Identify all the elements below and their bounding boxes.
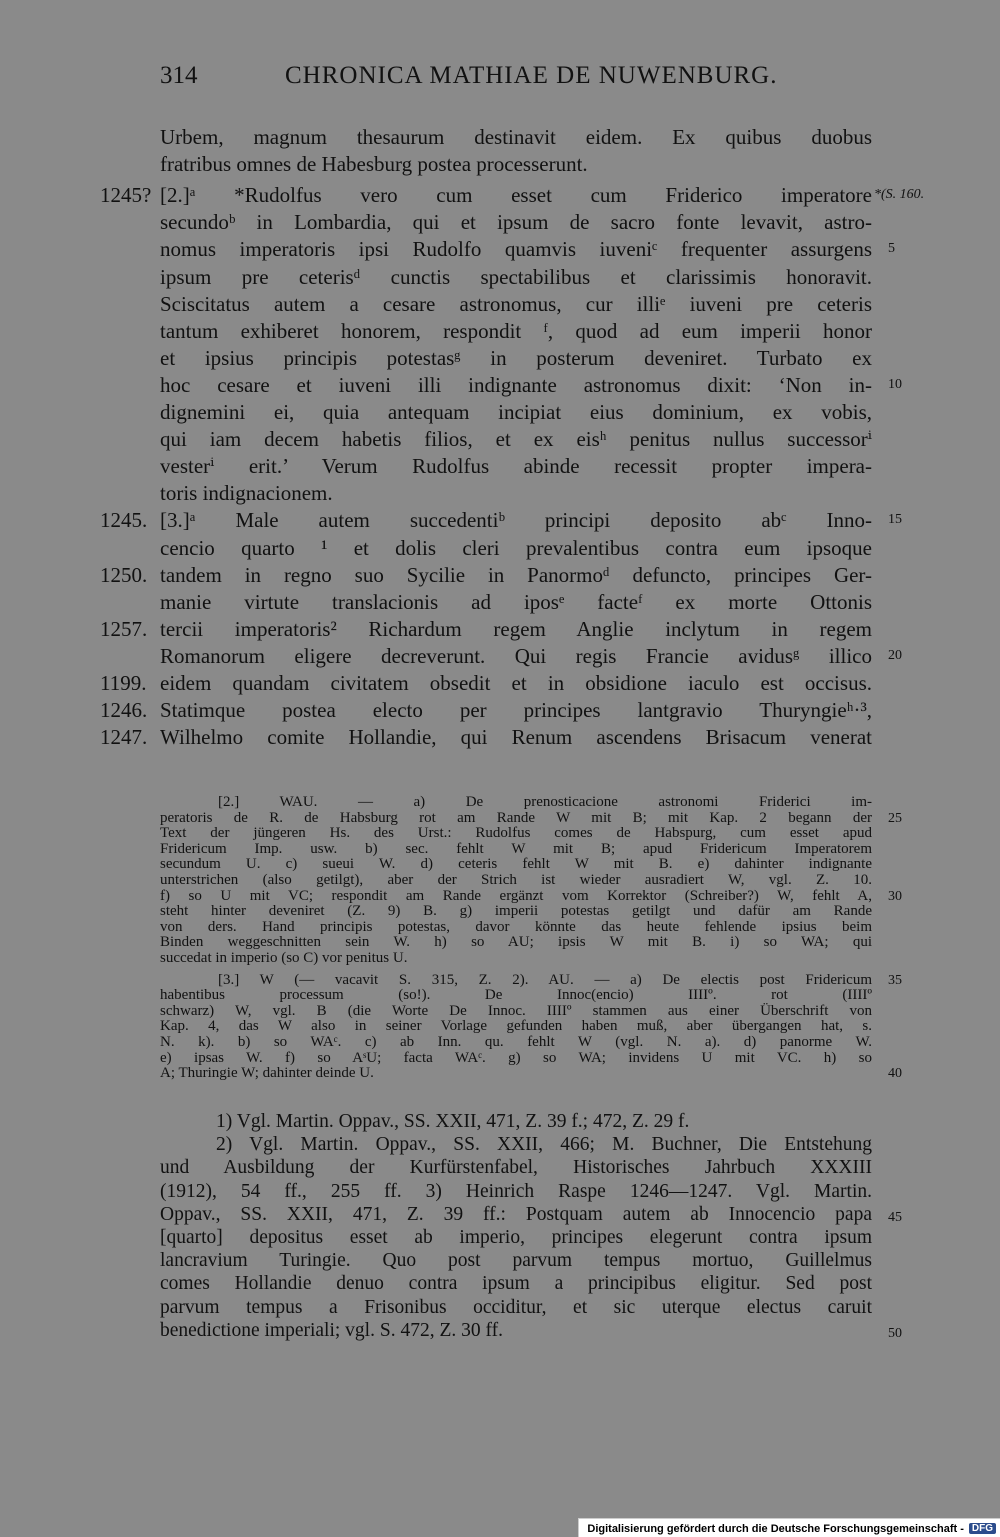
apparatus-line: Kap. 4, das W also in seiner Vorlage gefunden haben muß, aber übergangen hat, s. xyxy=(160,1018,872,1035)
line-number: 30 xyxy=(888,888,902,904)
apparatus-line: succedat in imperio (so C) vor penitus U. xyxy=(160,950,408,966)
apparatus-line: von ders. Hand principis potestas, davor könnte das heute fehlende ipsius beim xyxy=(160,918,872,935)
text-line: hoc cesare et iuveni illi indignante astronomus dixit: ‘Non in- xyxy=(160,372,872,397)
line-number: 20 xyxy=(888,647,902,663)
apparatus-line: schwarz) W, vgl. B (die Worte De Innoc. IIIIº stammen aus einer Überschrift von xyxy=(160,1002,872,1019)
line-number: 40 xyxy=(888,1066,902,1082)
apparatus-line: Fridericum Imp. usw. b) sec. fehlt W mit B; apud Fridericum Imperatorem xyxy=(160,840,872,857)
text-line: secundoᵇ in Lombardia, qui et ipsum de sacro fonte levavit, astro- xyxy=(160,210,872,235)
apparatus-line: A; Thuringie W; dahinter deinde U. xyxy=(160,1065,374,1082)
text-line: Urbem, magnum thesaurum destinavit eidem. Ex quibus duobus xyxy=(160,125,872,149)
footnote-line: und Ausbildung der Kurfürstenfabel, Historisches Jahrbuch XXXIII xyxy=(160,1157,872,1179)
footnote-line: 1) Vgl. Martin. Oppav., SS. XXII, 471, Z. 39 f.; 472, Z. 29 f. xyxy=(216,1111,690,1132)
apparatus-line: e) ipsas W. f) so AˢU; facta WAᶜ. g) so WA; invidens U mit VC. h) so xyxy=(160,1049,872,1066)
margin-date: 1245. xyxy=(100,508,148,533)
line-number: 50 xyxy=(888,1325,902,1341)
apparatus-line: habentibus processum (so!). De Innoc(encio) IIIIº. rot (IIIIº xyxy=(160,987,872,1004)
text-line: dignemini ei, quia antequam incipiat eius dominium, ex vobis, xyxy=(160,400,872,424)
text-line: [3.]ᵃ Male autem succedentiᵇ principi deposito abᶜ Inno- xyxy=(160,508,872,533)
text-line: et ipsius principis potestasᵍ in posterum deveniret. Turbato ex xyxy=(160,345,872,370)
dfg-logo-icon: DFG xyxy=(969,1523,996,1534)
line-number: 45 xyxy=(888,1209,902,1225)
dfg-footer xyxy=(578,1518,1000,1537)
apparatus-line: Text der jüngeren Hs. des Urst.: Rudolfus comes de Habspurg, cum esset apud xyxy=(160,825,872,842)
text-line: nomus imperatoris ipsi Rudolfo quamvis iuveniᶜ frequenter assurgens xyxy=(160,237,872,262)
text-line: fratribus omnes de Habesburg postea processerunt. xyxy=(160,152,588,177)
line-number: 35 xyxy=(888,972,902,988)
line-number: 10 xyxy=(888,376,902,392)
page-header xyxy=(160,62,872,102)
text-line: tantum exhiberet honorem, respondit ᶠ, quod ad eum imperii honor xyxy=(160,318,872,343)
page-number: 314 xyxy=(160,62,198,89)
text-line: ipsum pre ceterisᵈ cunctis spectabilibus et clarissimis honoravit. xyxy=(160,264,872,289)
marginal-page-ref: *(S. 160. xyxy=(874,187,925,203)
apparatus-line: N. k). b) so WAᶜ. c) ab Inn. qu. fehlt W (vgl. N. a). d) panorme W. xyxy=(160,1034,872,1050)
text-line: Wilhelmo comite Hollandie, qui Renum ascendens Brisacum venerat xyxy=(160,725,872,750)
text-line: qui iam decem habetis filios, et ex eisʰ penitus nullus successorⁱ xyxy=(160,427,872,452)
text-line: manie virtute translacionis ad iposᵉ facteᶠ ex morte Ottonis xyxy=(160,589,872,614)
margin-date: 1247. xyxy=(100,725,148,750)
running-title: CHRONICA MATHIAE DE NUWENBURG. xyxy=(285,62,778,89)
apparatus-line: f) so U mit VC; respondit am Rande ergänzt vom Korrektor (Schreiber?) W, fehlt A, xyxy=(160,887,872,904)
text-line: toris indignacionem. xyxy=(160,481,333,506)
line-number: 15 xyxy=(888,512,902,528)
apparatus-line: [2.] WAU. — a) De prenosticacione astronomi Friderici im- xyxy=(218,794,872,810)
footnote-line: comes Hollandie denuo contra ipsum a principibus eligitur. Sed post xyxy=(160,1273,872,1295)
margin-date: 1199. xyxy=(100,671,147,695)
apparatus-line: secundum U. c) sueui W. d) ceteris fehlt W mit B. e) dahinter indignante xyxy=(160,856,872,873)
footnote-line: benedictione imperiali; vgl. S. 472, Z. 30 ff. xyxy=(160,1319,503,1341)
footnote-line: lancravium Turingie. Quo post parvum tempus mortuo, Guillelmus xyxy=(160,1250,872,1272)
footnote-line: parvum tempus a Frisonibus occiditur, et sic uterque electus caruit xyxy=(160,1296,872,1318)
apparatus-line: unterstrichen (also getilgt), aber der Strich ist wieder ausradiert W, vgl. Z. 10. xyxy=(160,872,872,888)
line-number: 25 xyxy=(888,810,902,826)
text-line: eidem quandam civitatem obsedit et in obsidione iaculo est occisus. xyxy=(160,671,872,695)
text-line: Sciscitatus autem a cesare astronomus, cur illiᵉ iuveni pre ceteris xyxy=(160,291,872,316)
margin-date: 1246. xyxy=(100,698,148,723)
text-line: cencio quarto ¹ et dolis cleri prevalentibus contra eum ipsoque xyxy=(160,535,872,560)
footer-credit: Digitalisierung gefördert durch die Deutsche Forschungsgemeinschaft - xyxy=(587,1522,964,1535)
text-line: Romanorum eligere decreverunt. Qui regis Francie avidusᵍ illico xyxy=(160,643,872,668)
apparatus-line: Binden weggeschnitten sein W. h) so AU; ipsis W mit B. i) so WA; qui xyxy=(160,934,872,951)
apparatus-line: steht hinter deveniret (Z. 9) B. g) imperii potestas getilgt und dafür am Rande xyxy=(160,903,872,920)
line-number: 5 xyxy=(888,241,895,257)
margin-date: 1257. xyxy=(100,616,148,641)
text-line: vesterⁱ erit.’ Verum Rudolfus abinde recessit propter impera- xyxy=(160,454,872,479)
text-line: tandem in regno suo Sycilie in Panormoᵈ defuncto, principes Ger- xyxy=(160,562,872,587)
footnote-line: Oppav., SS. XXII, 471, Z. 39 ff.: Postquam autem ab Innocencio papa xyxy=(160,1203,872,1225)
apparatus-line: [3.] W (— vacavit S. 315, Z. 2). AU. — a) De electis post Fridericum xyxy=(218,971,872,988)
footnote-line: (1912), 54 ff., 255 ff. 3) Heinrich Raspe 1246—1247. Vgl. Martin. xyxy=(160,1180,872,1202)
footnote-line: [quarto] depositus esset ab imperio, principes elegerunt contra ipsum xyxy=(160,1227,872,1248)
text-line: tercii imperatoris² Richardum regem Anglie inclytum in regem xyxy=(160,616,872,641)
apparatus-line: peratoris de R. de Habsburg rot am Rande W mit B; mit Kap. 2 begann der xyxy=(160,809,872,826)
text-line: [2.]ᵃ *Rudolfus vero cum esset cum Friderico imperatore xyxy=(160,183,872,208)
footnote-line: 2) Vgl. Martin. Oppav., SS. XXII, 466; M. Buchner, Die Entstehung xyxy=(216,1134,872,1156)
margin-date: 1245? xyxy=(100,183,152,208)
margin-date: 1250. xyxy=(100,562,148,587)
text-line: Statimque postea electo per principes lantgravio Thuryngieʰ·³, xyxy=(160,698,872,723)
